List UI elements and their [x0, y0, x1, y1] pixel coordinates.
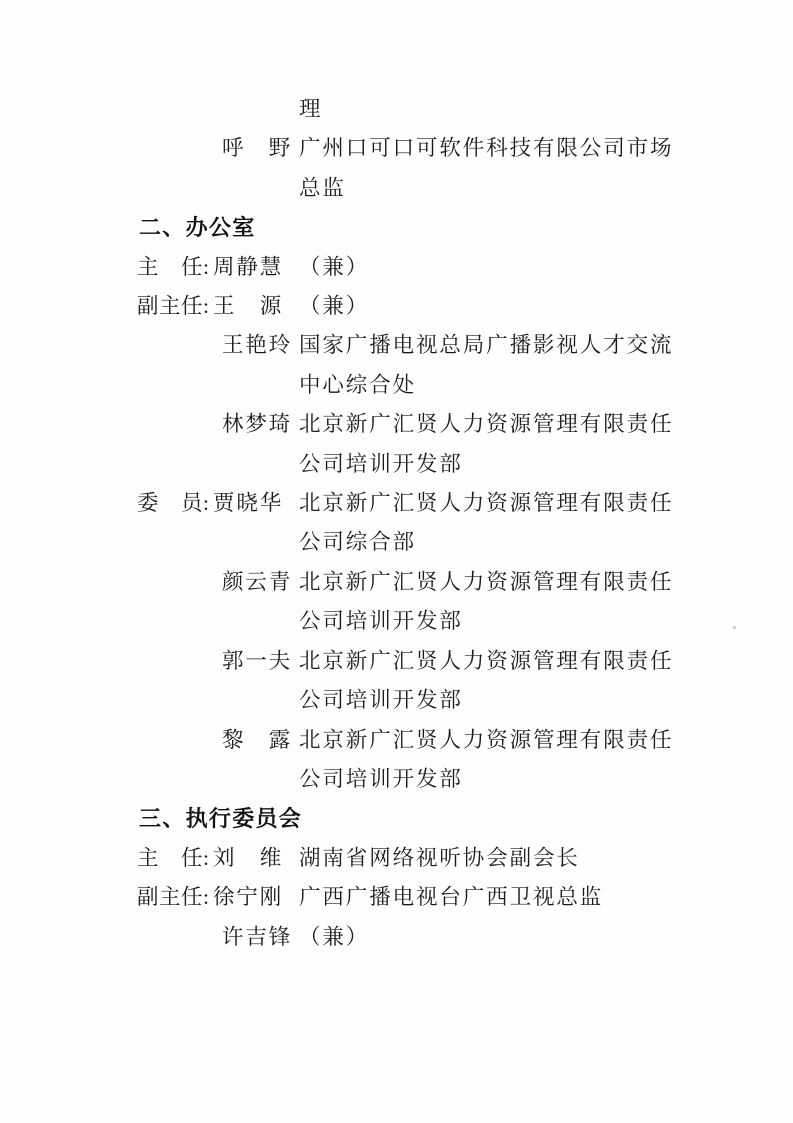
member-affiliation: （兼）	[299, 254, 370, 279]
member-affiliation: 理	[299, 97, 323, 121]
member-affiliation: （兼）	[299, 924, 370, 949]
member-affiliation: 北京新广汇贤人力资源管理有限责任公司培训开发部	[299, 648, 674, 713]
member-affiliation: 广州口可口可软件科技有限公司市场总监	[299, 136, 674, 200]
committee-entry-row	[137, 642, 793, 721]
member-name: 王 源	[213, 294, 284, 319]
member-name: 颜云青	[222, 569, 293, 594]
committee-entry-row	[137, 90, 793, 129]
member-name: 呼 野	[222, 136, 293, 161]
committee-entry-row	[137, 405, 793, 484]
member-affiliation: 广西广播电视台广西卫视总监	[299, 885, 604, 910]
role-label: 主 任:	[137, 845, 210, 870]
section-heading: 三、执行委员会	[139, 806, 303, 832]
committee-entry-row	[137, 839, 793, 878]
member-name: 王艳玲	[222, 333, 293, 358]
committee-entry-row	[137, 287, 793, 326]
role-label: 委 员:	[137, 491, 210, 516]
committee-entry-row	[137, 721, 793, 800]
committee-entry-row	[137, 129, 793, 208]
member-affiliation: 北京新广汇贤人力资源管理有限责任公司综合部	[299, 491, 674, 555]
committee-entry-row	[137, 918, 793, 957]
member-name: 林梦琦	[222, 412, 293, 437]
member-affiliation: 国家广播电视总局广播影视人才交流中心综合处	[299, 333, 674, 397]
member-name: 贾晓华	[213, 491, 284, 516]
member-name: 郭一夫	[222, 648, 293, 673]
committee-entry-row	[137, 878, 793, 917]
committee-entry-row	[137, 563, 793, 642]
role-label: 副主任:	[137, 885, 210, 910]
member-affiliation: 北京新广汇贤人力资源管理有限责任公司培训开发部	[299, 412, 674, 476]
section-heading: 二、办公室	[139, 215, 256, 241]
member-affiliation: 北京新广汇贤人力资源管理有限责任公司培训开发部	[299, 727, 674, 791]
member-name: 周静慧	[213, 254, 284, 279]
committee-entry-row	[137, 248, 793, 287]
scan-speck	[733, 626, 736, 629]
member-affiliation: 湖南省网络视听协会副会长	[299, 845, 580, 870]
role-label: 副主任:	[137, 294, 210, 319]
role-label: 主 任:	[137, 254, 210, 279]
member-affiliation: （兼）	[299, 294, 370, 319]
committee-roster	[0, 90, 793, 957]
committee-entry-row	[137, 484, 793, 563]
member-name: 黎 露	[222, 727, 293, 752]
member-name: 刘 维	[213, 845, 284, 870]
committee-entry-row	[137, 326, 793, 405]
member-name: 徐宁刚	[213, 885, 284, 910]
member-affiliation: 北京新广汇贤人力资源管理有限责任公司培训开发部	[299, 569, 674, 634]
member-name: 许吉锋	[222, 924, 293, 949]
